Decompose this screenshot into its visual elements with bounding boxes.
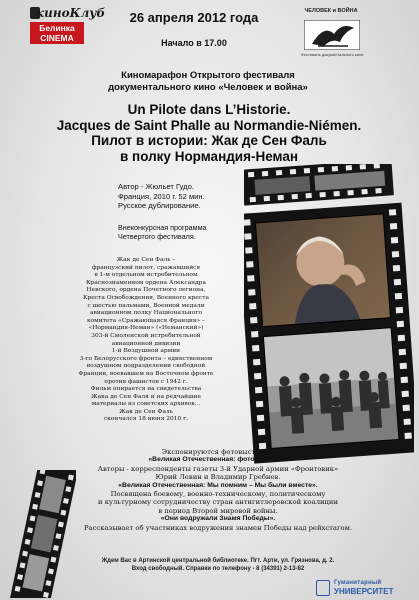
logo-box-line2: CINEMA [40, 33, 74, 43]
cinema-club-logo [30, 6, 106, 46]
bio-line: французский пилот, сражавшийся [91, 264, 201, 271]
bio-line: Жак де Сен Фаль – [116, 257, 176, 263]
bio-line: Креста Освобождения, Военного креста [83, 294, 209, 301]
film-title-ru-2: в полку Нормандия-Неман [119, 148, 299, 164]
bio-line: против фашистов с 1942 г. [104, 378, 188, 385]
bio-line: Краснознаменном ордена Александра [86, 279, 206, 286]
bio-line: 1-й Воздушной армии [111, 348, 181, 355]
filmstrip [244, 164, 414, 464]
exhibition-1-title: «Великая Отечественная: фотохроника». [148, 456, 288, 464]
bio-line: Жак де Сен Фаль [119, 408, 173, 415]
film-title-fr-1: Un Pilote dans L’Historie. [127, 102, 291, 117]
festival-logo-caption: Фестиваль документального кино [300, 52, 364, 57]
festival-logo [300, 8, 364, 63]
bio-line: материалы из советских архивов... [91, 401, 201, 408]
bio-line: Франции, воевавшем на Восточном фронте [78, 370, 214, 377]
bio-line: авиационном полку Национального [89, 310, 203, 317]
bio-line: Жака де Сен Фаля и на редчайшие [91, 393, 201, 400]
university-line1: Гуманитарный [334, 580, 382, 586]
pilot-biography [46, 257, 246, 424]
event-date: 26 апреля 2012 года [129, 10, 259, 25]
exhibition-2-title: «Великая Отечественная: Мы помним – Мы были вместе». [118, 481, 318, 489]
bio-line: Фильм опирается на свидетельства [90, 386, 202, 393]
film-country-year: Франция, 2010 г. 52 мин. [118, 191, 205, 201]
program-line1: Внеконкурсная программа [118, 223, 207, 232]
footer-info [60, 557, 376, 573]
exhibition-2-desc: в период Второй мировой войны. [158, 506, 278, 515]
logo-kinoklub-text: киноКлуб [36, 6, 106, 20]
university-logo [316, 578, 416, 598]
bio-line: скончался 18 июня 2010 г. [103, 416, 189, 423]
bio-line: комитета «Сражающаяся Франция» – [86, 317, 206, 324]
program-line2: Четвертого фестиваля. [118, 232, 196, 241]
bird-emblem-icon [304, 20, 360, 50]
bio-line: с шестью пальмами, Военной медали [87, 302, 205, 309]
university-emblem-icon [316, 580, 330, 596]
exhibition-1-authors: Юрий Левин и Владимир Гребнев. [155, 473, 281, 482]
start-time: Начало в 17.00 [161, 38, 227, 48]
exhibition-3-title: «Они водружали Знамя Победы». [160, 515, 276, 523]
festival-logo-title: ЧЕЛОВЕК и ВОЙНА [304, 8, 358, 14]
marathon-line2: документального кино «Человек и война» [108, 82, 308, 93]
marathon-heading [58, 70, 358, 94]
bio-line: в 1-м отдельном истребительном [94, 272, 198, 279]
bio-line: 3-го Белорусского фронта – единственном [79, 355, 213, 362]
program-note [118, 223, 248, 241]
exhibition-3-desc: Рассказывает об участниках водружения знамен Победы над рейхстагом. [83, 523, 353, 532]
film-author: Автор - Жюльет Гудо. [118, 182, 194, 191]
bio-line: воздушном подразделении свободной [86, 363, 206, 370]
logo-box-line1: Белинка [39, 23, 75, 33]
film-dubbing: Русское дублирование. [118, 201, 201, 210]
film-title [20, 102, 398, 164]
film-credits [118, 182, 238, 211]
bio-line: «Нормандия-Неман» («Неманский») [88, 325, 204, 332]
exhibitions-intro: Экспонируются фотовыставки: [161, 448, 275, 456]
exhibitions-block [60, 448, 376, 532]
marathon-line1: Киномарафон Открытого фестиваля [121, 70, 295, 81]
film-title-ru-1: Пилот в истории: Жак де Сен Фаль [91, 133, 327, 148]
bio-line: 303-й Смоленской истребительной [91, 332, 201, 339]
exhibition-2-desc: и культурному сотрудничеству стран антигитлеровской коалиции [98, 498, 338, 507]
footer-phone: Вход свободный. Справки по телефону - 8 (34391) 2-13-82 [131, 566, 305, 572]
exhibition-2-desc: Посвящена боевому, военно-техническому, политическому [110, 490, 326, 499]
logo-cinema-box [30, 22, 84, 44]
bio-line: авиационной дивизии [111, 340, 181, 347]
footer-address: Ждем Вас в Артинской центральной библиотеке. Пгт. Арти, ул. Грязнова, д. 2. [101, 558, 335, 564]
film-title-fr-2: Jacques de Saint Phalle au Normandie-Niémen. [56, 117, 362, 133]
exhibition-1-desc: Авторы - корреспонденты газеты 3-й Ударной армии «Фронтовик» [97, 464, 339, 473]
bio-line: Невского, ордена Почетного легиона, [86, 287, 206, 294]
university-line2: УНИВЕРСИТЕТ [334, 587, 394, 596]
